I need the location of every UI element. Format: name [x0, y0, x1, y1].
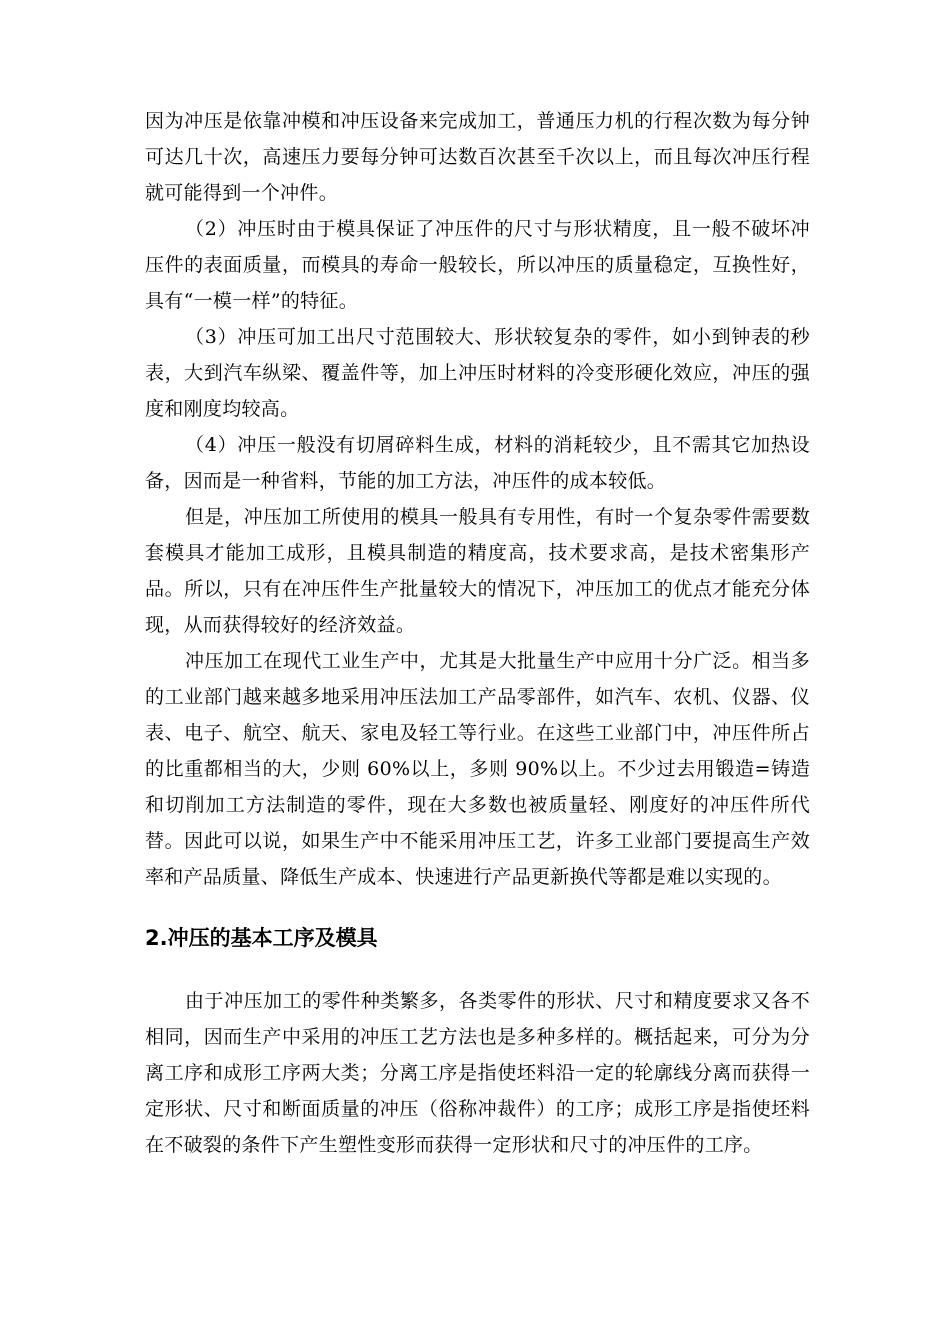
paragraph-basic-processes: 由于冲压加工的零件种类繁多，各类零件的形状、尺寸和精度要求又各不相同，因而生产中采用的冲压工艺方法也是多种多样的。概括起来，可分为分离工序和成形工序两大类；分离工序是指使坯料沿一定的轮廓线分离而获得一定形状、尺寸和断面质量的冲压（俗称冲裁件）的工序；成形工序是指使坯料在不破裂的条件下产生塑性变形而获得一定形状和尺寸的冲压件的工序。	[145, 990, 810, 1156]
document-body	[145, 103, 810, 1163]
paragraph-drawbacks: 但是，冲压加工所使用的模具一般具有专用性，有时一个复杂零件需要数套模具才能加工成形，且模具制造的精度高，技术要求高，是技术密集形产品。所以，只有在冲压件生产批量较大的情况下，冲压加工的优点才能充分体现，从而获得较好的经济效益。	[145, 506, 810, 636]
paragraph-point-2: （2）冲压时由于模具保证了冲压件的尺寸与形状精度，且一般不破坏冲压件的表面质量，而模具的寿命一般较长，所以冲压的质量稳定，互换性好，具有“一模一样”的特征。	[145, 218, 810, 312]
paragraph-point-4: （4）冲压一般没有切屑碎料生成，材料的消耗较少，且不需其它加热设备，因而是一种省料，节能的加工方法，冲压件的成本较低。	[145, 434, 810, 492]
section-heading: 2.冲压的基本工序及模具	[145, 926, 378, 950]
paragraph-continuation: 因为冲压是依靠冲模和冲压设备来完成加工，普通压力机的行程次数为每分钟可达几十次，高速压力要每分钟可达数百次甚至千次以上，而且每次冲压行程就可能得到一个冲件。	[145, 110, 810, 204]
paragraph-applications: 冲压加工在现代工业生产中，尤其是大批量生产中应用十分广泛。相当多的工业部门越来越多地采用冲压法加工产品零部件，如汽车、农机、仪器、仪表、电子、航空、航天、家电及轻工等行业。在这些工业部门中，冲压件所占的比重都相当的大，少则 60%以上，多则 90%以上。不少过去用锻造=铸造和切削加工方法制造的零件，现在大多数也被质量轻、刚度好的冲压件所代替。因此可以说，如果生产中不能采用冲压工艺，许多工业部门要提高生产效率和产品质量、降低生产成本、快速进行产品更新换代等都是难以实现的。	[145, 650, 810, 888]
paragraph-point-3: （3）冲压可加工出尺寸范围较大、形状较复杂的零件，如小到钟表的秒表，大到汽车纵梁、覆盖件等，加上冲压时材料的冷变形硬化效应，冲压的强度和刚度均较高。	[145, 326, 810, 420]
